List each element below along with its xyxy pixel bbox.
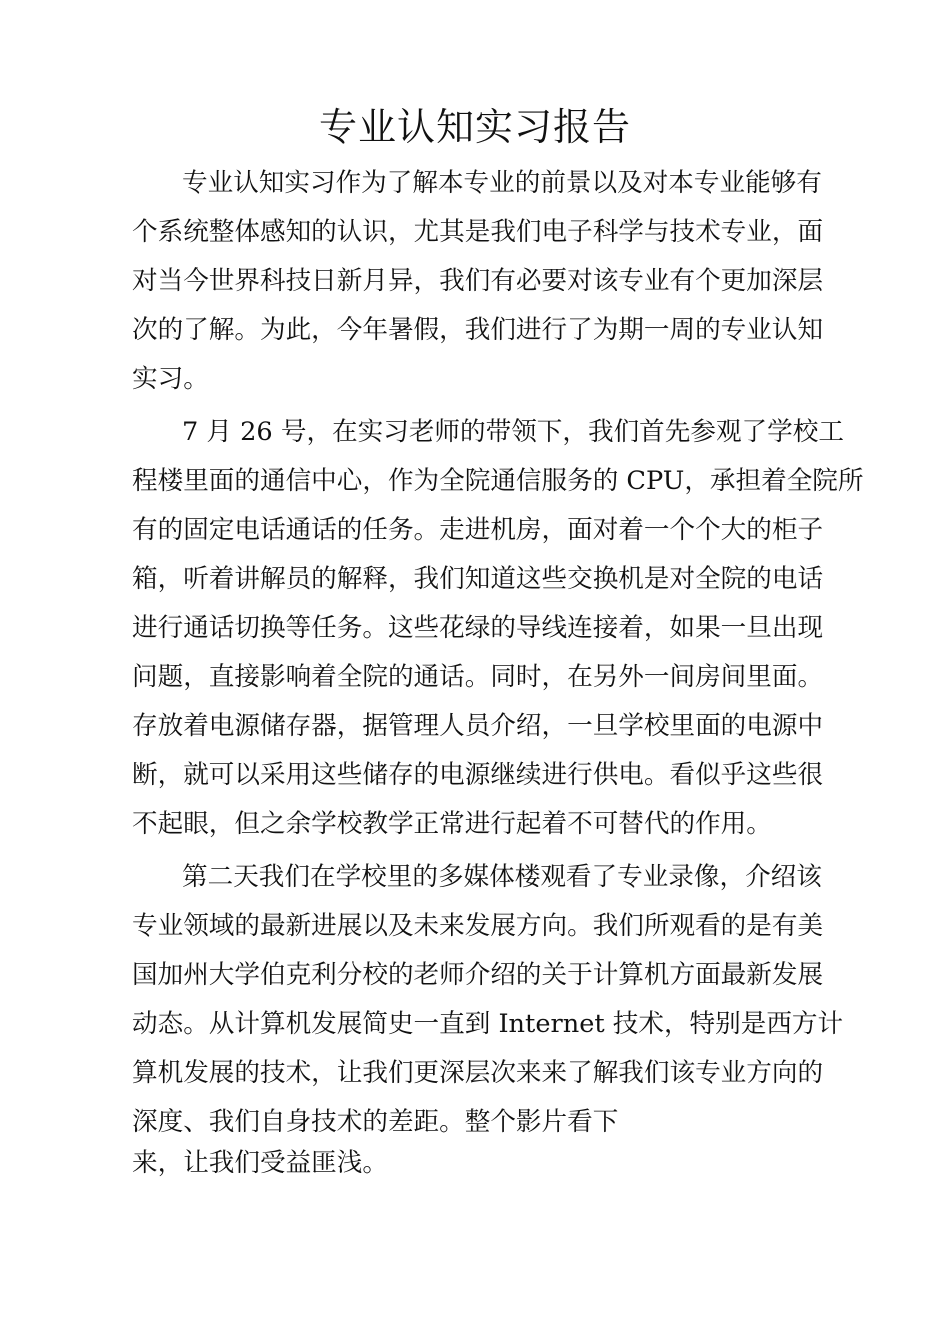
- paragraph-3-line-4: 动态。从计算机发展简史一直到 Internet 技术，特别是西方计: [132, 1009, 844, 1039]
- paragraph-2-line-9: 不起眼，但之余学校教学正常进行起着不可替代的作用。: [132, 809, 772, 839]
- paragraph-1-line-3: 对当今世界科技日新月异，我们有必要对该专业有个更加深层: [132, 266, 824, 296]
- paragraph-1-line-4: 次的了解。为此，今年暑假，我们进行了为期一周的专业认知: [132, 315, 824, 345]
- paragraph-2-line-5: 进行通话切换等任务。这些花绿的导线连接着，如果一旦出现: [132, 613, 824, 643]
- paragraph-3-line-2: 专业领域的最新进展以及未来发展方向。我们所观看的是有美: [132, 911, 824, 941]
- paragraph-1-line-2: 个系统整体感知的认识，尤其是我们电子科学与技术专业，面: [132, 217, 824, 247]
- paragraph-2-line-4: 箱，听着讲解员的解释，我们知道这些交换机是对全院的电话: [132, 564, 824, 594]
- page-title: 专业认知实习报告: [318, 105, 631, 149]
- paragraph-2-line-8: 断，就可以采用这些储存的电源继续进行供电。看似乎这些很: [132, 760, 824, 790]
- paragraph-3-line-1: 第二天我们在学校里的多媒体楼观看了专业录像，介绍该: [182, 862, 822, 892]
- paragraph-1-line-5: 实习。: [132, 364, 209, 394]
- paragraph-2-line-7: 存放着电源储存器，据管理人员介绍，一旦学校里面的电源中: [132, 711, 824, 741]
- paragraph-2-line-3: 有的固定电话通话的任务。走进机房，面对着一个个大的柜子: [132, 515, 824, 545]
- paragraph-3-line-3: 国加州大学伯克利分校的老师介绍的关于计算机方面最新发展: [132, 960, 824, 990]
- paragraph-2-line-1: 7 月 26 号，在实习老师的带领下，我们首先参观了学校工: [182, 417, 844, 447]
- paragraph-3-line-7: 来，让我们受益匪浅。: [132, 1148, 388, 1178]
- paragraph-2-line-2: 程楼里面的通信中心，作为全院通信服务的 CPU，承担着全院所: [132, 466, 864, 496]
- paragraph-2-line-6: 问题，直接影响着全院的通话。同时，在另外一间房间里面。: [132, 662, 824, 692]
- paragraph-1-line-1: 专业认知实习作为了解本专业的前景以及对本专业能够有: [182, 168, 822, 198]
- paragraph-3-line-6: 深度、我们自身技术的差距。整个影片看下: [132, 1107, 619, 1137]
- paragraph-3-line-5: 算机发展的技术，让我们更深层次来来了解我们该专业方向的: [132, 1058, 824, 1088]
